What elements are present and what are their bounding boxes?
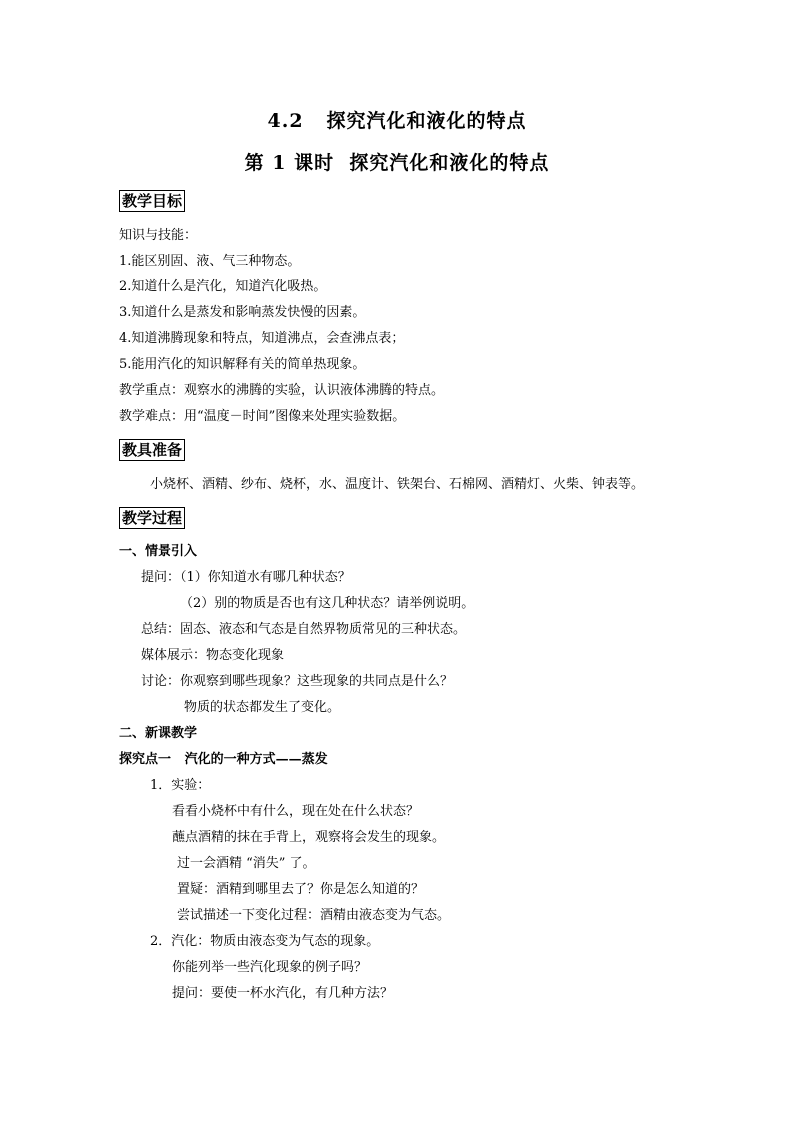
part1-line: 媒体展示：物态变化现象 (141, 648, 285, 663)
lesson-title: 4.2 探究汽化和液化的特点 (267, 110, 527, 132)
part2-title: 二、新课教学 (119, 726, 198, 741)
experiment-line: 蘸点酒精的抹在手背上，观察将会发生的现象。 (172, 830, 446, 845)
difficulty-line: 教学难点：用“温度－时间”图像来处理实验数据。 (119, 409, 406, 424)
part1-line: 提问：（1）你知道水有哪几种状态？ (141, 570, 351, 585)
goals-line: 5.能用汽化的知识解释有关的简单热现象。 (119, 357, 366, 372)
process-heading: 教学过程 (119, 507, 185, 529)
point1-title: 探究点一 汽化的一种方式——蒸发 (119, 752, 328, 767)
vaporization-line: 你能列举一些汽化现象的例子吗？ (172, 960, 368, 975)
tools-heading: 教具准备 (119, 439, 185, 461)
goals-heading: 教学目标 (119, 190, 185, 212)
part1-line: 物质的状态都发生了变化。 (184, 700, 341, 715)
lesson-subtitle: 第 1 课时 探究汽化和液化的特点 (244, 152, 550, 174)
experiment-line: 尝试描述一下变化过程：酒精由液态变为气态。 (177, 908, 451, 923)
experiment-line: 看看小烧杯中有什么，现在处在什么状态？ (172, 804, 420, 819)
experiment-line: 过一会酒精 “消失” 了。 (177, 856, 316, 871)
part1-line: 总结：固态、液态和气态是自然界物质常见的三种状态。 (141, 622, 467, 637)
part1-line: （2）别的物质是否也有这几种状态？请举例说明。 (180, 596, 475, 611)
tools-list: 小烧杯、酒精、纱布、烧杯，水、温度计、铁架台、石棉网、酒精灯、火柴、钟表等。 (150, 477, 645, 492)
goals-line: 4.知道沸腾现象和特点，知道沸点，会查沸点表； (119, 331, 405, 346)
experiment-title: 1．实验： (150, 778, 211, 793)
goals-line: 知识与技能： (119, 228, 198, 243)
part1-line: 讨论：你观察到哪些现象？这些现象的共同点是什么？ (141, 674, 454, 689)
vaporization-definition: 2．汽化：物质由液态变为气态的现象。 (150, 934, 380, 949)
part1-title: 一、情景引入 (119, 544, 198, 559)
goals-line: 3.知道什么是蒸发和影响蒸发快慢的因素。 (119, 305, 366, 320)
key-point-line: 教学重点：观察水的沸腾的实验，认识液体沸腾的特点。 (119, 383, 445, 398)
experiment-line: 置疑：酒精到哪里去了？你是怎么知道的？ (177, 882, 425, 897)
goals-line: 2.知道什么是汽化，知道汽化吸热。 (119, 279, 327, 294)
goals-line: 1.能区别固、液、气三种物态。 (119, 254, 301, 269)
vaporization-line: 提问：要使一杯水汽化，有几种方法？ (172, 986, 394, 1001)
